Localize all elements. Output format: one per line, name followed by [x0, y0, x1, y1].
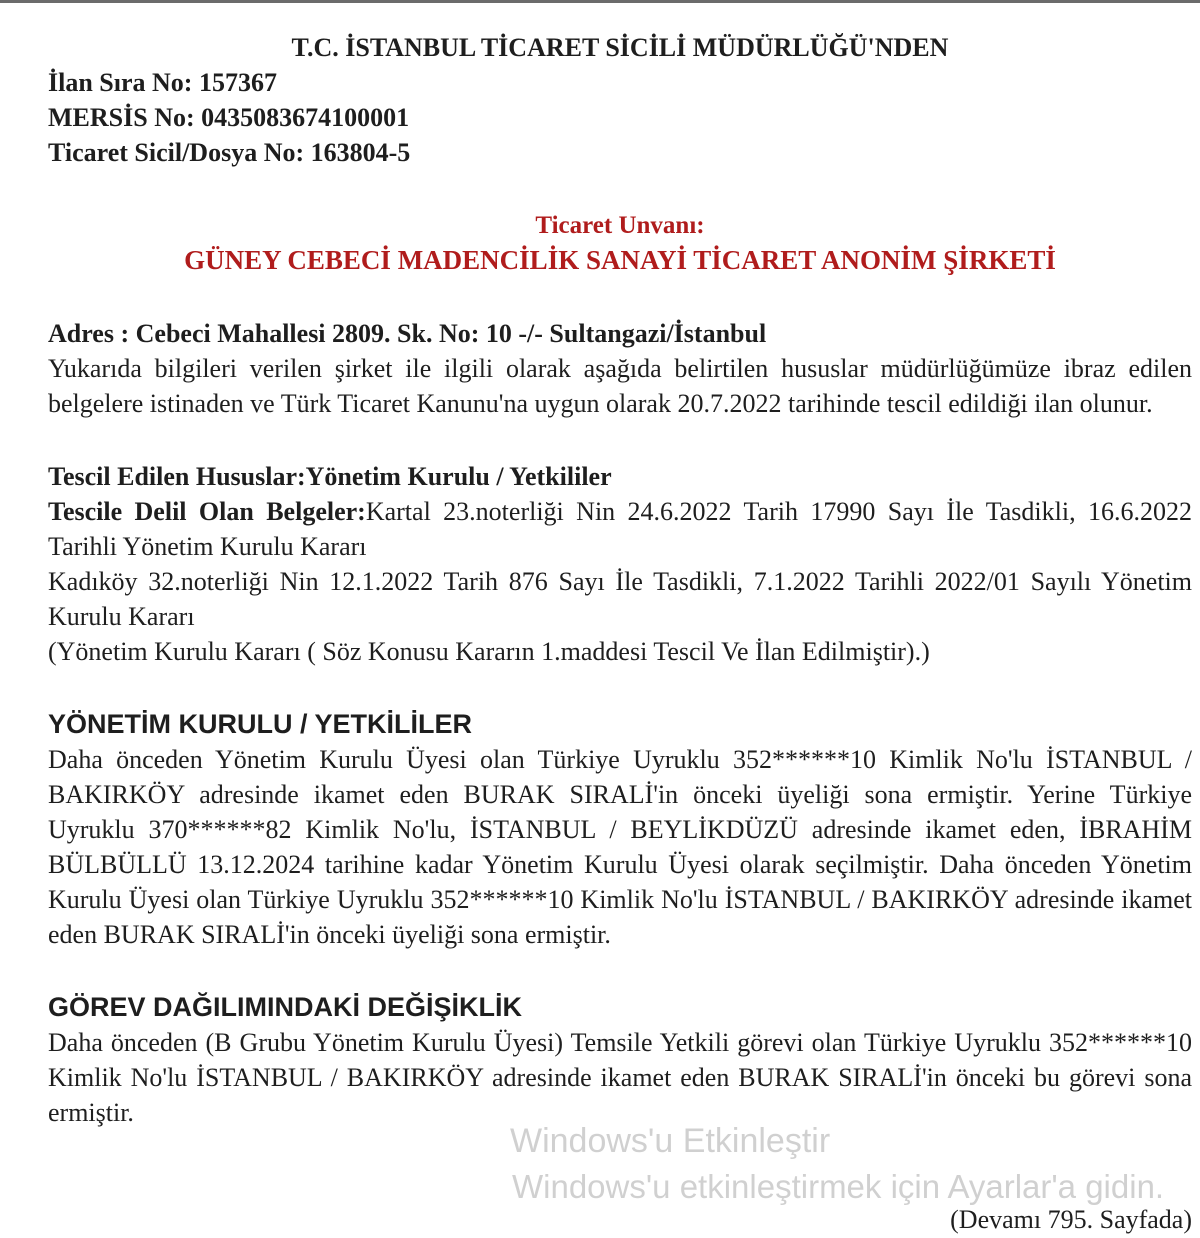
duty-section-heading: GÖREV DAĞILIMINDAKİ DEĞİŞİKLİK — [48, 992, 523, 1022]
announcement-intro: Yukarıda bilgileri verilen şirket ile ilgili olarak aşağıda belirtilen hususlar müdürlüğümüze ibraz edilen belgelere istinaden ve Türk Ticaret Kanunu'na uygun olarak 20.7.2022 tarihinde tescil edildiği ilan olunur. — [48, 354, 1192, 418]
company-address: Adres : Cebeci Mahallesi 2809. Sk. No: 10 -/- Sultangazi/İstanbul — [48, 319, 767, 348]
registered-matters: Tescil Edilen Hususlar:Yönetim Kurulu / Yetkililer — [48, 462, 612, 491]
supporting-documents-label: Tescile Delil Olan Belgeler: — [48, 497, 366, 526]
top-border — [0, 0, 1200, 3]
announcement-document — [48, 30, 1192, 1130]
mersis-no: MERSİS No: 0435083674100001 — [48, 103, 410, 132]
supporting-documents-text: Kartal 23.noterliği Nin 24.6.2022 Tarih 17990 Sayı İle Tasdikli, 16.6.2022 Tarihli Yönetim Kurulu Kararı — [48, 497, 1192, 561]
company-title-label: Ticaret Unvanı: — [535, 212, 705, 239]
ticaret-sicil-no: Ticaret Sicil/Dosya No: 163804-5 — [48, 138, 411, 167]
decision-note: (Yönetim Kurulu Kararı ( Söz Konusu Kararın 1.maddesi Tescil Ve İlan Edilmiştir).) — [48, 637, 930, 666]
duty-section-text: Daha önceden (B Grubu Yönetim Kurulu Üyesi) Temsile Yetkili görevi olan Türkiye Uyruklu 352******10 Kimlik No'lu İSTANBUL / BAKIRKÖY adresinde ikamet eden BURAK SIRALİ'in önceki bu görevi sona ermiştir. — [48, 1028, 1192, 1127]
board-section-heading: YÖNETİM KURULU / YETKİLİLER — [48, 709, 473, 739]
continued-on-page: (Devamı 795. Sayfada) — [950, 1205, 1192, 1234]
registry-office-title: T.C. İSTANBUL TİCARET SİCİLİ MÜDÜRLÜĞÜ'NDEN — [291, 33, 949, 62]
supporting-documents — [48, 494, 1192, 564]
supporting-documents-2: Kadıköy 32.noterliği Nin 12.1.2022 Tarih 876 Sayı İle Tasdikli, 7.1.2022 Tarihli 2022/01 Sayılı Yönetim Kurulu Kararı — [48, 567, 1192, 631]
company-title-block — [48, 208, 1192, 278]
company-name: GÜNEY CEBECİ MADENCİLİK SANAYİ TİCARET ANONİM ŞİRKETİ — [184, 245, 1056, 275]
board-section-text: Daha önceden Yönetim Kurulu Üyesi olan Türkiye Uyruklu 352******10 Kimlik No'lu İSTANBUL / BAKIRKÖY adresinde ikamet eden BURAK SIRALİ'in önceki üyeliği sona ermiştir. Yerine Türkiye Uyruklu 370******82 Kimlik No'lu, İSTANBUL / BEYLİKDÜZÜ adresinde ikamet eden, İBRAHİM BÜLBÜLLÜ 13.12.2024 tarihine kadar Yönetim Kurulu Üyesi olarak seçilmiştir. Daha önceden Yönetim Kurulu Üyesi olan Türkiye Uyruklu 352******10 Kimlik No'lu İSTANBUL / BAKIRKÖY adresinde ikamet eden BURAK SIRALİ'in önceki üyeliği sona ermiştir. — [48, 745, 1192, 949]
activation-watermark-title: Windows'u Etkinleştir — [510, 1122, 831, 1160]
ilan-sira-no: İlan Sıra No: 157367 — [48, 68, 277, 97]
activation-watermark-text: Windows'u etkinleştirmek için Ayarlar'a gidin. — [512, 1168, 1165, 1205]
